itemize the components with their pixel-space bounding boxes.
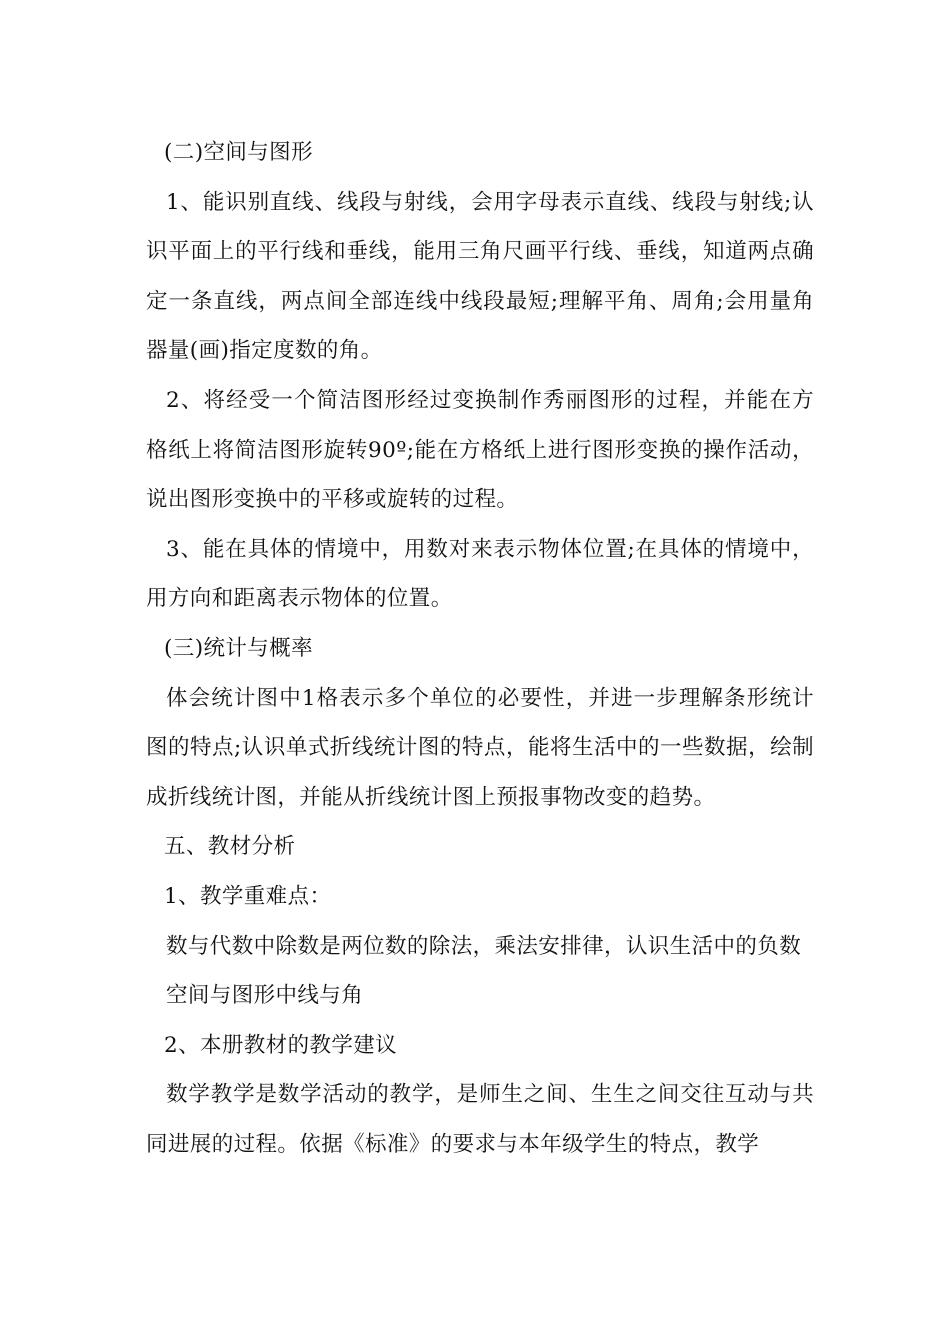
paragraph-number-algebra-key-points: 数与代数中除数是两位数的除法，乘法安排律，认识生活中的负数 bbox=[166, 933, 802, 959]
paragraph-space-shape-key-points: 空间与图形中线与角 bbox=[166, 983, 364, 1009]
paragraph-teaching-suggestions-heading: 2、本册教材的教学建议 bbox=[164, 1032, 398, 1058]
paragraph-key-points-heading: 1、教学重难点： bbox=[164, 883, 332, 909]
section-heading-space-and-shape: (二)空间与图形 bbox=[164, 140, 313, 165]
paragraph-position: 3、能在具体的情境中，用数对来表示物体位置;在具体的情境中，用方向和距离表示物体的位置。 bbox=[146, 536, 814, 612]
section-heading-statistics: (三)统计与概率 bbox=[164, 635, 313, 661]
paragraph-transformations: 2、将经受一个简洁图形经过变换制作秀丽图形的过程，并能在方格纸上将简洁图形旋转90º;能在方格纸上进行图形变换的操作活动，说出图形变换中的平移或旋转的过程。 bbox=[146, 387, 814, 513]
section-heading-textbook-analysis: 五、教材分析 bbox=[164, 834, 296, 860]
paragraph-teaching-suggestions: 数学教学是数学活动的教学，是师生之间、生生之间交往互动与共同进展的过程。依据《标准》的要求与本年级学生的特点，教学 bbox=[146, 1082, 814, 1157]
document-body bbox=[146, 128, 814, 1169]
paragraph-lines-and-angles: 1、能识别直线、线段与射线，会用字母表示直线、线段与射线;认识平面上的平行线和垂线，能用三角尺画平行线、垂线，知道两点确定一条直线，两点间全部连线中线段最短;理解平角、周角;会用量角器量(画)指定度数的角。 bbox=[146, 189, 814, 364]
paragraph-statistics: 体会统计图中1格表示多个单位的必要性，并进一步理解条形统计图的特点;认识单式折线统计图的特点，能将生活中的一些数据，绘制成折线统计图，并能从折线统计图上预报事物改变的趋势。 bbox=[146, 685, 814, 810]
